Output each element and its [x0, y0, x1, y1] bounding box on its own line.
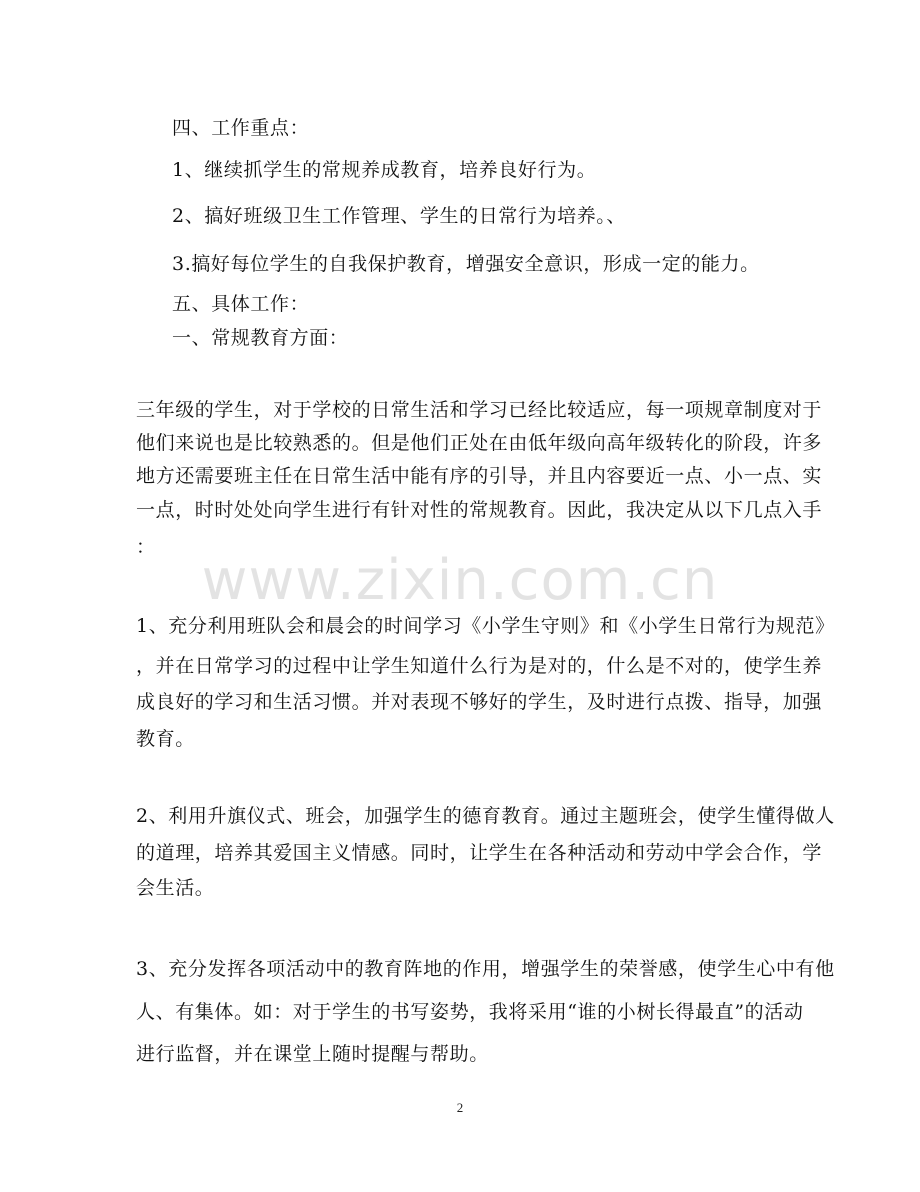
paragraph-line: 他们来说也是比较熟悉的。但是他们正处在由低年级向高年级转化的阶段，许多 [136, 432, 823, 454]
paragraph-line: 3、充分发挥各项活动中的教育阵地的作用，增强学生的荣誉感，使学生心中有他 [136, 958, 835, 980]
paragraph-line: 会生活。 [136, 877, 215, 899]
paragraph-line: 的道理，培养其爱国主义情感。同时，让学生在各种活动和劳动中学会合作，学 [136, 842, 823, 864]
section-heading-specific-work: 五、具体工作： [172, 293, 310, 315]
section-heading-key-work: 四、工作重点： [172, 117, 310, 139]
paragraph-line: 2、利用升旗仪式、班会，加强学生的德育教育。通过主题班会，使学生懂得做人 [136, 805, 835, 827]
paragraph-line: 1、充分利用班队会和晨会的时间学习《小学生守则》和《小学生日常行为规范》 [136, 615, 835, 637]
paragraph-line: ： [136, 536, 156, 558]
watermark: www.zixin.com.cn [201, 548, 719, 613]
key-work-item-1: 1、继续抓学生的常规养成教育，培养良好行为。 [172, 159, 597, 181]
paragraph-line: 三年级的学生，对于学校的日常生活和学习已经比较适应，每一项规章制度对于 [136, 399, 823, 421]
paragraph-line: ，并在日常学习的过程中让学生知道什么行为是对的，什么是不对的，使学生养 [136, 655, 823, 677]
paragraph-line: 进行监督，并在课堂上随时提醒与帮助。 [136, 1043, 489, 1065]
paragraph-line: 一点，时时处处向学生进行有针对性的常规教育。因此，我决定从以下几点入手 [136, 499, 823, 521]
paragraph-line: 教育。 [136, 728, 195, 750]
paragraph-line: 地方还需要班主任在日常生活中能有序的引导，并且内容要近一点、小一点、实 [136, 465, 823, 487]
subsection-heading-routine-education: 一、常规教育方面： [172, 327, 349, 349]
key-work-item-3: 3.搞好每位学生的自我保护教育，增强安全意识，形成一定的能力。 [172, 253, 760, 275]
paragraph-line: 人、有集体。如：对于学生的书写姿势，我将采用“谁的小树长得最直”的活动 [136, 1001, 804, 1023]
key-work-item-2: 2、搞好班级卫生工作管理、学生的日常行为培养。、 [172, 205, 626, 227]
paragraph-line: 成良好的学习和生活习惯。并对表现不够好的学生，及时进行点拨、指导，加强 [136, 691, 823, 713]
page-number: 2 [456, 1100, 464, 1115]
